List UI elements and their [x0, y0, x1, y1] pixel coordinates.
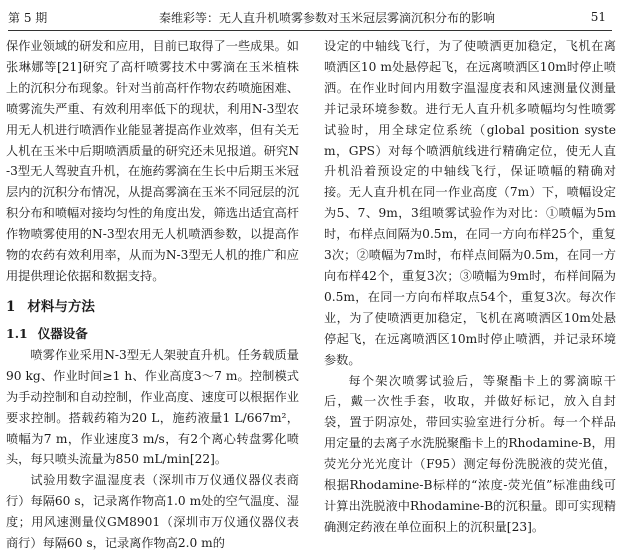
equipment-paragraph: 喷雾作业采用N-3型无人架驶直升机。任务载质量90 kg、作业时间≥1 h、作业高度3～7 m。控制模式为手动控制和自动控制，作业高度、速度可以根据作业要求控制。搭载药箱为20 L，施药液量1 L/667m²，喷幅为7 m，作业速度3 m/s，有2个离心转盘雾化喷头，每只喷头流量为850 mL/min[22]。	[6, 347, 299, 467]
subsection-number: 1.1	[6, 325, 28, 341]
intro-paragraph: 保作业领域的研发和应用，目前已取得了一些成果。如张琳娜等[21]研究了高杆喷雾技术中雾滴在玉米植株上的沉积分布现象。针对当前高杆作物农药喷施困难、喷雾流失严重、有效利用率低下的现状，利用N-3型农用无人机进行喷洒作业能显著提高作业效率，但有关无人机在玉米中后期喷洒质量的研究还未见报道。研究N-3型无人驾驶直升机，在施药雾滴在生长中后期玉米冠层内的沉积分布情况，从提高雾滴在玉米不同冠层的沉积分布和喷幅对接均匀性的角度出发，筛选出适宜高杆作物喷雾使用的N-3型农用无人机喷洒参数，以提高作物的农药有效利用率，从而为N-3型无人机的推广和应用提供理论依据和数据支持。	[6, 39, 299, 283]
right-column	[324, 36, 616, 538]
issue-number: 第 5 期	[8, 10, 48, 25]
running-title: 秦维彩等：无人直升机喷雾参数对玉米冠层雾滴沉积分布的影响	[158, 10, 495, 25]
section-number: 1	[6, 298, 16, 315]
section-title: 材料与方法	[27, 298, 95, 315]
page-number: 51	[590, 10, 606, 24]
page-header	[8, 4, 612, 31]
flight-paragraph: 设定的中轴线飞行，为了使喷洒更加稳定，飞机在离喷洒区10 m处悬停起飞，在远离喷洒区10m时停止喷洒。在作业时间内用数字温湿度表和风速测量仪测量并记录环境参数。进行无人直升机多喷幅均匀性喷雾试验时，用全球定位系统（global position system，GPS）对每个喷洒航线进行精确定位，使无人直升机沿着预设定的中轴线飞行，保证喷幅的精确对接。无人直升机在同一作业高度（7m）下，喷幅设定为5、7、9m，3组喷雾试验作为对比：①喷幅为5m时，布样点间隔为0.5m，在同一方向布样25个，重复3次；②喷幅为7m时，布样点间隔为0.5m，在同一方向布样42个，重复3次；③喷幅为9m时，布样间隔为0.5m，在同一方向布样取点54个，重复3次。每次作业，为了使喷洒更加稳定，飞机在离喷洒区10m处悬停起飞，在远离喷洒区10m时停止喷洒，并记录环境参数。	[324, 39, 616, 367]
subsection-title: 仪器设备	[37, 325, 88, 341]
subsection-heading-equipment	[6, 323, 299, 344]
section-heading-materials-methods	[6, 296, 299, 318]
analysis-paragraph: 每个架次喷雾试验后，等聚酯卡上的雾滴晾干后，戴一次性手套，收取，并做好标记，放入自封袋，置于阴凉处，带回实验室进行分析。每一个样品用定量的去离子水洗脱聚酯卡上的Rhodamine-B，用荧光分光光度计（F95）测定每份洗脱液的荧光值，根据Rhodamine-B标样的“浓度-荧光值”标准曲线可计算出洗脱液中Rhodamine-B的沉积量。即可实现精确测定药液在单位面积上的沉积量[23]。	[324, 373, 616, 534]
left-column	[6, 36, 299, 554]
weather-paragraph: 试验用数字温湿度表（深圳市万仪通仪器仪表商行）每隔60 s，记录离作物高1.0 m处的空气温度、湿度；用风速测量仪GM8901（深圳市万仪通仪器仪表商行）每隔60 s，记录离作物高2.0 m的	[6, 473, 299, 551]
